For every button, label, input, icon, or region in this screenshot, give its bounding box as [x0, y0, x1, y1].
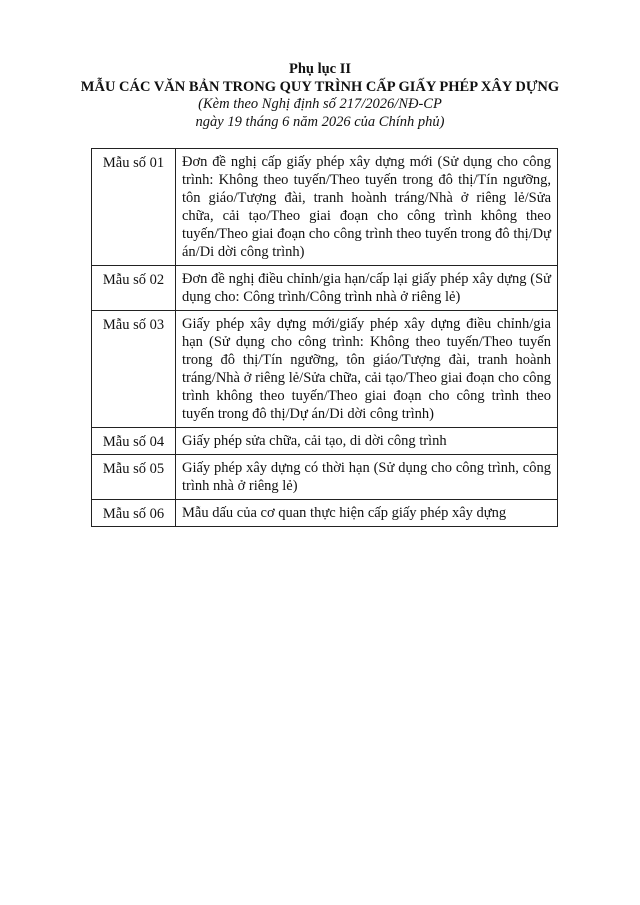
form-code: Mẫu số 06 [92, 500, 176, 527]
form-description: Giấy phép xây dựng mới/giấy phép xây dựng điều chỉnh/gia hạn (Sử dụng cho công trình: Không theo tuyến/Theo tuyến trong đô thị/Tín ngưỡng, tôn giáo/Tượng đài, tranh hoành tráng/Nhà ở riêng lẻ/Sửa chữa, cải tạo/Theo giai đoạn cho công trình không theo tuyến/Theo giai đoạn cho công trình theo tuyến trong đô thị/Dự án/Di dời công trình) [176, 311, 558, 428]
form-code: Mẫu số 02 [92, 266, 176, 311]
table-row [92, 266, 558, 311]
document-title: MẪU CÁC VĂN BẢN TRONG QUY TRÌNH CẤP GIẤY PHÉP XÂY DỰNG [80, 78, 560, 95]
table-row [92, 311, 558, 428]
decree-date: ngày 19 tháng 6 năm 2026 của Chính phủ) [195, 113, 445, 130]
document-header [0, 61, 640, 131]
form-description: Giấy phép sửa chữa, cải tạo, di dời công trình [176, 428, 558, 455]
form-code: Mẫu số 03 [92, 311, 176, 428]
form-code: Mẫu số 04 [92, 428, 176, 455]
table-row [92, 149, 558, 266]
appendix-label: Phụ lục II [288, 61, 352, 77]
decree-reference: (Kèm theo Nghị định số 217/2026/NĐ-CP [198, 96, 442, 112]
forms-table [91, 148, 558, 527]
table-row [92, 500, 558, 527]
form-description: Mẫu dấu của cơ quan thực hiện cấp giấy phép xây dựng [176, 500, 558, 527]
form-code: Mẫu số 01 [92, 149, 176, 266]
form-description: Đơn đề nghị cấp giấy phép xây dựng mới (Sử dụng cho công trình: Không theo tuyến/Theo tuyến trong đô thị/Tín ngưỡng, tôn giáo/Tượng đài, tranh hoành tráng/Nhà ở riêng lẻ/Sửa chữa, cải tạo/Theo giai đoạn cho công trình không theo tuyến/Theo giai đoạn cho công trình theo tuyến trong đô thị/Dự án/Di dời công trình) [176, 149, 558, 266]
form-description: Đơn đề nghị điều chỉnh/gia hạn/cấp lại giấy phép xây dựng (Sử dụng cho: Công trình/Công trình nhà ở riêng lẻ) [176, 266, 558, 311]
form-description: Giấy phép xây dựng có thời hạn (Sử dụng cho công trình, công trình nhà ở riêng lẻ) [176, 455, 558, 500]
table-row [92, 455, 558, 500]
form-code: Mẫu số 05 [92, 455, 176, 500]
table-row [92, 428, 558, 455]
